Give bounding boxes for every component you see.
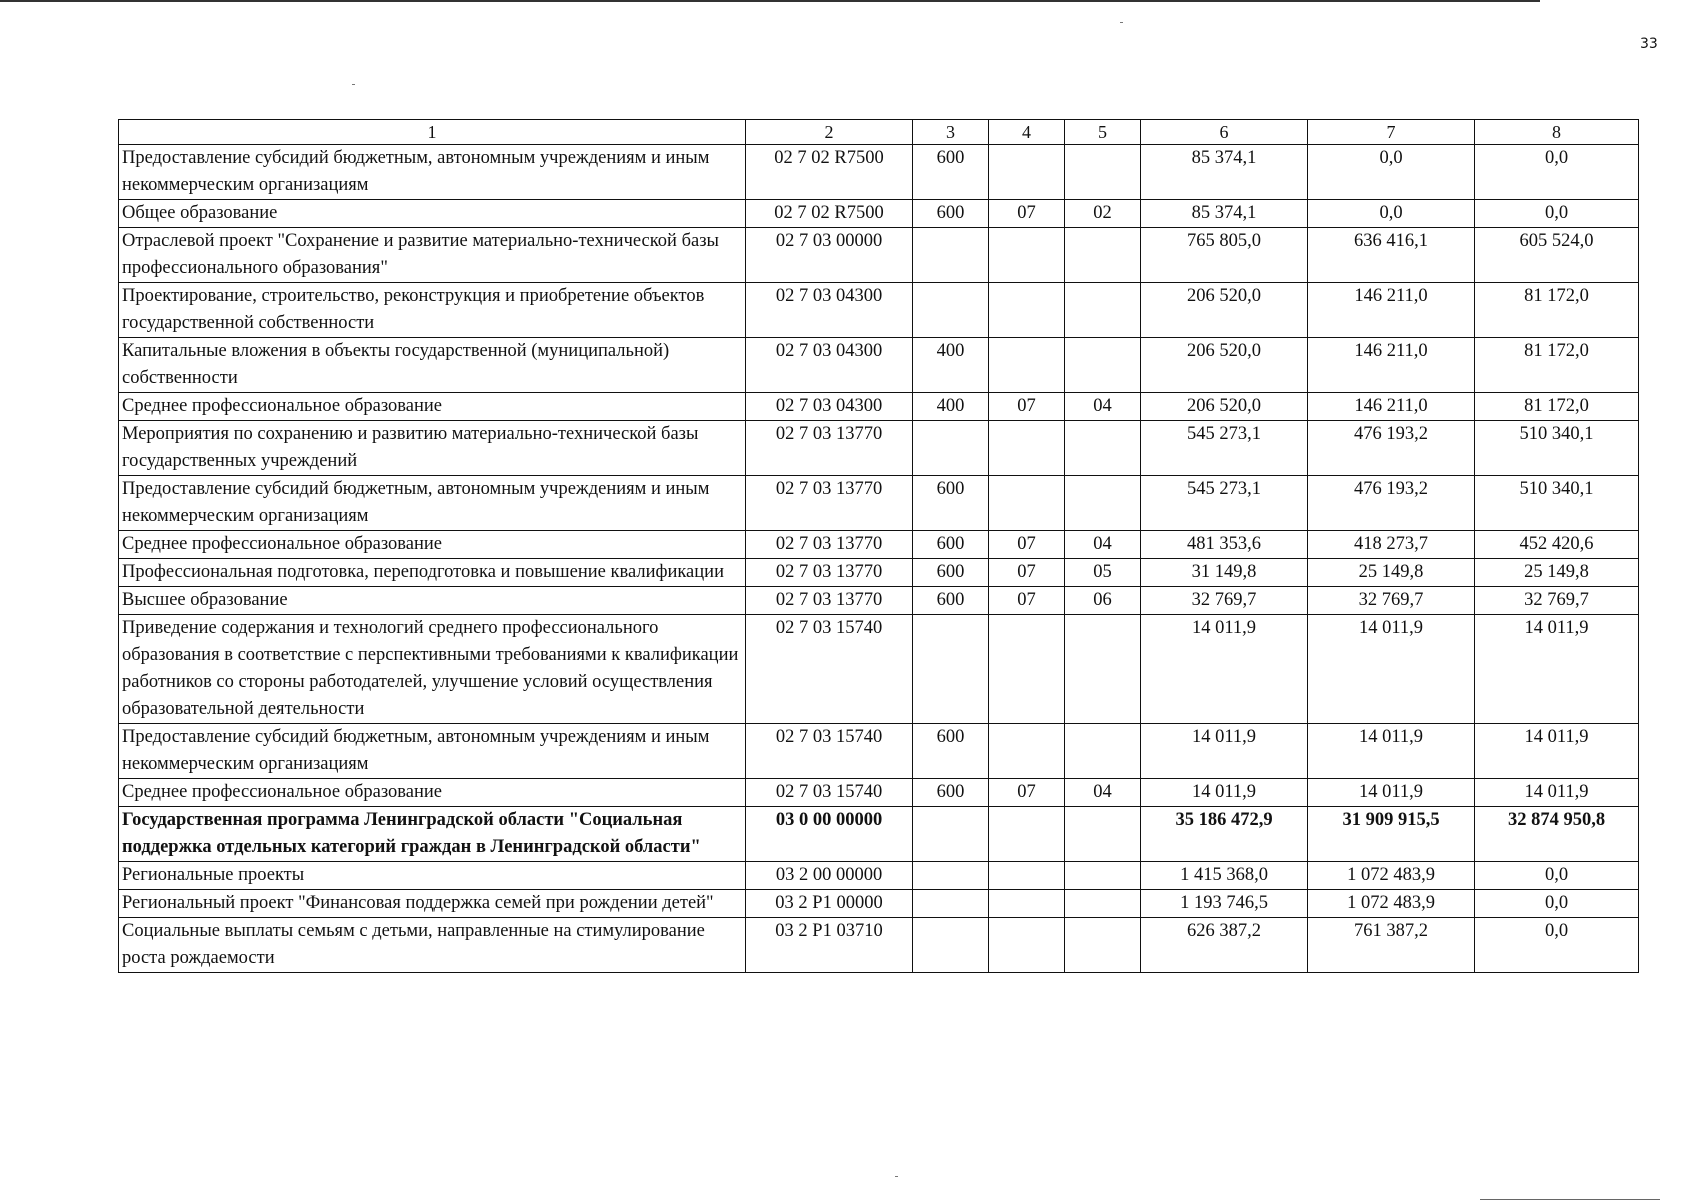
cell-code: 02 7 02 R7500	[746, 145, 913, 200]
cell-amount-6: 31 149,8	[1141, 559, 1308, 587]
cell-code: 02 7 03 04300	[746, 393, 913, 421]
cell-name: Отраслевой проект "Сохранение и развитие материально-технической базы профессионального образования"	[119, 228, 746, 283]
cell-col-5	[1065, 145, 1141, 200]
cell-col-4	[989, 724, 1065, 779]
cell-col-3	[913, 862, 989, 890]
cell-col-3	[913, 890, 989, 918]
cell-col-4	[989, 145, 1065, 200]
cell-col-4	[989, 338, 1065, 393]
cell-code: 03 2 P1 00000	[746, 890, 913, 918]
table-row	[119, 918, 1639, 973]
cell-col-3	[913, 918, 989, 973]
table-row	[119, 779, 1639, 807]
cell-name: Среднее профессиональное образование	[119, 779, 746, 807]
cell-amount-7: 14 011,9	[1308, 779, 1475, 807]
cell-amount-7: 1 072 483,9	[1308, 862, 1475, 890]
cell-name: Государственная программа Ленинградской области "Социальная поддержка отдельных категорий граждан в Ленинградской области"	[119, 807, 746, 862]
header-col-5: 5	[1065, 120, 1141, 145]
table-row	[119, 421, 1639, 476]
cell-amount-8: 14 011,9	[1475, 724, 1639, 779]
cell-name: Региональные проекты	[119, 862, 746, 890]
cell-amount-6: 206 520,0	[1141, 393, 1308, 421]
cell-name: Приведение содержания и технологий среднего профессионального образования в соответствие с перспективными требованиями к квалификации работников со стороны работодателей, улучшение условий осуществления образовательной деятельности	[119, 615, 746, 724]
cell-col-5	[1065, 724, 1141, 779]
cell-col-4	[989, 918, 1065, 973]
cell-amount-7: 146 211,0	[1308, 338, 1475, 393]
cell-amount-8: 81 172,0	[1475, 338, 1639, 393]
table-row	[119, 862, 1639, 890]
scan-speck	[352, 84, 355, 85]
cell-col-3: 600	[913, 476, 989, 531]
cell-col-4	[989, 807, 1065, 862]
cell-name: Среднее профессиональное образование	[119, 531, 746, 559]
cell-name: Высшее образование	[119, 587, 746, 615]
table-row	[119, 338, 1639, 393]
cell-amount-7: 14 011,9	[1308, 615, 1475, 724]
cell-code: 02 7 03 13770	[746, 476, 913, 531]
cell-amount-7: 146 211,0	[1308, 393, 1475, 421]
cell-amount-8: 0,0	[1475, 862, 1639, 890]
cell-col-4: 07	[989, 393, 1065, 421]
table-row	[119, 283, 1639, 338]
cell-amount-6: 765 805,0	[1141, 228, 1308, 283]
cell-col-3	[913, 283, 989, 338]
cell-code: 02 7 03 13770	[746, 421, 913, 476]
cell-amount-8: 510 340,1	[1475, 476, 1639, 531]
cell-code: 02 7 03 15740	[746, 779, 913, 807]
cell-col-3: 600	[913, 587, 989, 615]
cell-col-4: 07	[989, 779, 1065, 807]
cell-amount-7: 636 416,1	[1308, 228, 1475, 283]
cell-col-5	[1065, 890, 1141, 918]
cell-amount-6: 206 520,0	[1141, 283, 1308, 338]
cell-code: 02 7 03 04300	[746, 338, 913, 393]
header-col-1: 1	[119, 120, 746, 145]
cell-amount-8: 0,0	[1475, 145, 1639, 200]
cell-amount-6: 14 011,9	[1141, 615, 1308, 724]
cell-amount-7: 146 211,0	[1308, 283, 1475, 338]
cell-col-5	[1065, 476, 1141, 531]
cell-col-5	[1065, 283, 1141, 338]
cell-col-4	[989, 228, 1065, 283]
cell-amount-7: 32 769,7	[1308, 587, 1475, 615]
cell-col-5	[1065, 421, 1141, 476]
cell-amount-8: 452 420,6	[1475, 531, 1639, 559]
cell-code: 02 7 03 15740	[746, 615, 913, 724]
cell-code: 02 7 03 04300	[746, 283, 913, 338]
cell-col-4	[989, 283, 1065, 338]
cell-col-4	[989, 862, 1065, 890]
cell-amount-6: 1 193 746,5	[1141, 890, 1308, 918]
cell-amount-8: 14 011,9	[1475, 779, 1639, 807]
cell-amount-7: 476 193,2	[1308, 476, 1475, 531]
cell-amount-7: 418 273,7	[1308, 531, 1475, 559]
page-number: 33	[1640, 36, 1658, 52]
cell-amount-6: 481 353,6	[1141, 531, 1308, 559]
cell-col-5: 06	[1065, 587, 1141, 615]
table-row	[119, 724, 1639, 779]
cell-col-5	[1065, 338, 1141, 393]
header-col-7: 7	[1308, 120, 1475, 145]
cell-name: Региональный проект "Финансовая поддержка семей при рождении детей"	[119, 890, 746, 918]
cell-amount-7: 31 909 915,5	[1308, 807, 1475, 862]
table-row	[119, 393, 1639, 421]
cell-amount-6: 1 415 368,0	[1141, 862, 1308, 890]
cell-amount-8: 0,0	[1475, 918, 1639, 973]
cell-col-5: 02	[1065, 200, 1141, 228]
cell-name: Предоставление субсидий бюджетным, автономным учреждениям и иным некоммерческим организациям	[119, 476, 746, 531]
table-row	[119, 587, 1639, 615]
cell-code: 02 7 03 13770	[746, 559, 913, 587]
cell-amount-8: 14 011,9	[1475, 615, 1639, 724]
cell-amount-7: 1 072 483,9	[1308, 890, 1475, 918]
cell-col-3: 600	[913, 531, 989, 559]
cell-col-5	[1065, 807, 1141, 862]
cell-col-5: 04	[1065, 779, 1141, 807]
cell-col-3: 400	[913, 338, 989, 393]
cell-amount-6: 85 374,1	[1141, 145, 1308, 200]
cell-amount-8: 32 769,7	[1475, 587, 1639, 615]
cell-code: 02 7 03 13770	[746, 531, 913, 559]
cell-name: Предоставление субсидий бюджетным, автономным учреждениям и иным некоммерческим организациям	[119, 724, 746, 779]
cell-col-4: 07	[989, 200, 1065, 228]
cell-name: Капитальные вложения в объекты государственной (муниципальной) собственности	[119, 338, 746, 393]
cell-amount-8: 81 172,0	[1475, 283, 1639, 338]
cell-col-4	[989, 890, 1065, 918]
cell-col-5	[1065, 862, 1141, 890]
cell-col-4	[989, 421, 1065, 476]
cell-amount-7: 761 387,2	[1308, 918, 1475, 973]
cell-name: Предоставление субсидий бюджетным, автономным учреждениям и иным некоммерческим организациям	[119, 145, 746, 200]
cell-col-3: 400	[913, 393, 989, 421]
cell-name: Общее образование	[119, 200, 746, 228]
table-row	[119, 145, 1639, 200]
cell-amount-7: 0,0	[1308, 200, 1475, 228]
cell-amount-6: 14 011,9	[1141, 779, 1308, 807]
table-row	[119, 890, 1639, 918]
cell-col-5: 04	[1065, 531, 1141, 559]
cell-name: Проектирование, строительство, реконструкция и приобретение объектов государственной собственности	[119, 283, 746, 338]
cell-name: Профессиональная подготовка, переподготовка и повышение квалификации	[119, 559, 746, 587]
table-row	[119, 200, 1639, 228]
cell-col-3	[913, 807, 989, 862]
cell-col-3: 600	[913, 559, 989, 587]
cell-col-3	[913, 228, 989, 283]
cell-code: 03 2 P1 03710	[746, 918, 913, 973]
cell-amount-6: 32 769,7	[1141, 587, 1308, 615]
cell-code: 03 2 00 00000	[746, 862, 913, 890]
cell-amount-8: 0,0	[1475, 200, 1639, 228]
cell-amount-6: 206 520,0	[1141, 338, 1308, 393]
cell-code: 02 7 03 00000	[746, 228, 913, 283]
cell-name: Социальные выплаты семьям с детьми, направленные на стимулирование роста рождаемости	[119, 918, 746, 973]
cell-col-5: 05	[1065, 559, 1141, 587]
header-col-8: 8	[1475, 120, 1639, 145]
cell-amount-7: 0,0	[1308, 145, 1475, 200]
header-col-3: 3	[913, 120, 989, 145]
cell-amount-8: 605 524,0	[1475, 228, 1639, 283]
cell-col-5	[1065, 918, 1141, 973]
cell-amount-6: 545 273,1	[1141, 476, 1308, 531]
cell-col-3	[913, 615, 989, 724]
cell-name: Мероприятия по сохранению и развитию материально-технической базы государственных учреждений	[119, 421, 746, 476]
cell-amount-7: 476 193,2	[1308, 421, 1475, 476]
cell-name: Среднее профессиональное образование	[119, 393, 746, 421]
scan-top-rule	[0, 0, 1540, 2]
cell-code: 02 7 03 15740	[746, 724, 913, 779]
scan-speck	[1120, 22, 1123, 23]
cell-amount-8: 32 874 950,8	[1475, 807, 1639, 862]
cell-col-4: 07	[989, 587, 1065, 615]
table-row	[119, 531, 1639, 559]
cell-col-3	[913, 421, 989, 476]
cell-amount-7: 14 011,9	[1308, 724, 1475, 779]
table-row	[119, 559, 1639, 587]
table-body	[119, 145, 1639, 973]
cell-col-5	[1065, 615, 1141, 724]
table-row	[119, 807, 1639, 862]
cell-col-3: 600	[913, 779, 989, 807]
table-header-row	[119, 120, 1639, 145]
cell-col-3: 600	[913, 145, 989, 200]
cell-col-3: 600	[913, 200, 989, 228]
scan-speck	[895, 1176, 898, 1177]
cell-amount-6: 626 387,2	[1141, 918, 1308, 973]
cell-col-4: 07	[989, 559, 1065, 587]
header-col-2: 2	[746, 120, 913, 145]
cell-amount-6: 545 273,1	[1141, 421, 1308, 476]
table-row	[119, 476, 1639, 531]
cell-amount-8: 25 149,8	[1475, 559, 1639, 587]
cell-code: 02 7 02 R7500	[746, 200, 913, 228]
cell-amount-6: 85 374,1	[1141, 200, 1308, 228]
cell-code: 03 0 00 00000	[746, 807, 913, 862]
cell-code: 02 7 03 13770	[746, 587, 913, 615]
cell-col-3: 600	[913, 724, 989, 779]
cell-col-4	[989, 615, 1065, 724]
cell-amount-6: 14 011,9	[1141, 724, 1308, 779]
header-col-4: 4	[989, 120, 1065, 145]
header-col-6: 6	[1141, 120, 1308, 145]
cell-col-4: 07	[989, 531, 1065, 559]
table-row	[119, 228, 1639, 283]
cell-amount-7: 25 149,8	[1308, 559, 1475, 587]
cell-col-5: 04	[1065, 393, 1141, 421]
cell-amount-8: 81 172,0	[1475, 393, 1639, 421]
cell-amount-8: 0,0	[1475, 890, 1639, 918]
table-row	[119, 615, 1639, 724]
cell-col-4	[989, 476, 1065, 531]
cell-col-5	[1065, 228, 1141, 283]
budget-table	[118, 119, 1639, 973]
cell-amount-8: 510 340,1	[1475, 421, 1639, 476]
cell-amount-6: 35 186 472,9	[1141, 807, 1308, 862]
